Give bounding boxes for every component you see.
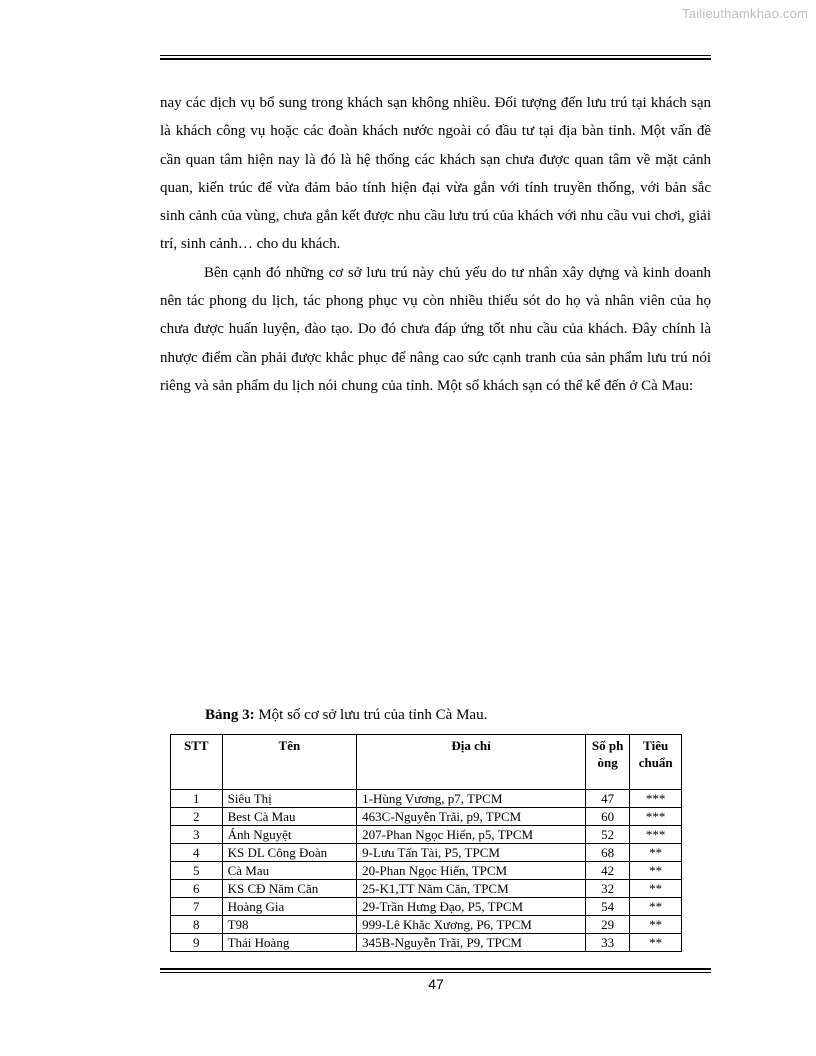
table-row <box>171 844 682 862</box>
cell-tieu-chuan: ** <box>630 844 682 862</box>
cell-ten: Siêu Thị <box>222 790 357 808</box>
cell-stt: 3 <box>171 826 223 844</box>
cell-dia-chi: 9-Lưu Tấn Tài, P5, TPCM <box>357 844 586 862</box>
body-text <box>160 89 711 400</box>
table-caption <box>205 707 487 724</box>
cell-tieu-chuan: ** <box>630 898 682 916</box>
cell-dia-chi: 1-Hùng Vương, p7, TPCM <box>357 790 586 808</box>
cell-dia-chi: 29-Trần Hưng Đạo, P5, TPCM <box>357 898 586 916</box>
cell-ten: Hoàng Gia <box>222 898 357 916</box>
header-stt: STT <box>171 735 223 790</box>
paragraph: Bên cạnh đó những cơ sở lưu trú này chủ yếu do tư nhân xây dựng và kinh doanh nên tác phong du lịch, tác phong phục vụ còn nhiều thiếu sót do họ và nhân viên của họ chưa được huấn luyện, đào tạo. Do đó chưa đáp ứng tốt nhu cầu của khách. Đây chính là nhược điểm cần phải được khắc phục để nâng cao sức cạnh tranh của sản phẩm lưu trú nói riêng và sản phẩm du lịch nói chung của tỉnh. Một số khách sạn có thể kể đến ở Cà Mau: <box>160 264 711 394</box>
cell-tieu-chuan: ** <box>630 934 682 952</box>
paragraph: nay các dịch vụ bổ sung trong khách sạn không nhiều. Đối tượng đến lưu trú tại khách sạn là khách công vụ hoặc các đoàn khách nước ngoài có đầu tư tại địa bàn tỉnh. Một vấn đề cần quan tâm hiện nay là đó là hệ thống các khách sạn chưa được quan tâm về mặt cảnh quan, kiến trúc để vừa đảm bảo tính hiện đại vừa gắn với tính truyền thống, với bản sắc sinh cảnh của vùng, chưa gắn kết được nhu cầu lưu trú của khách với nhu cầu vui chơi, giải trí, sinh cảnh… cho du khách. <box>160 95 711 253</box>
cell-tieu-chuan: *** <box>630 826 682 844</box>
header-rule <box>160 55 711 60</box>
cell-tieu-chuan: ** <box>630 916 682 934</box>
cell-ten: Best Cà Mau <box>222 808 357 826</box>
table-row <box>171 916 682 934</box>
table-body <box>171 790 682 952</box>
table-row <box>171 934 682 952</box>
cell-tieu-chuan: *** <box>630 790 682 808</box>
table-caption-label: Bảng 3: <box>205 707 255 723</box>
header-ten: Tên <box>222 735 357 790</box>
cell-stt: 2 <box>171 808 223 826</box>
cell-so-phong: 33 <box>585 934 630 952</box>
cell-ten: Thái Hoàng <box>222 934 357 952</box>
cell-dia-chi: 463C-Nguyễn Trãi, p9, TPCM <box>357 808 586 826</box>
table-row <box>171 898 682 916</box>
cell-ten: T98 <box>222 916 357 934</box>
header-so-phong: Số phòng <box>585 735 630 790</box>
cell-stt: 9 <box>171 934 223 952</box>
table-row <box>171 808 682 826</box>
cell-ten: KS DL Công Đoàn <box>222 844 357 862</box>
cell-stt: 8 <box>171 916 223 934</box>
cell-dia-chi: 345B-Nguyễn Trãi, P9, TPCM <box>357 934 586 952</box>
hotels-table <box>170 734 682 952</box>
cell-stt: 5 <box>171 862 223 880</box>
cell-so-phong: 42 <box>585 862 630 880</box>
cell-so-phong: 29 <box>585 916 630 934</box>
cell-so-phong: 47 <box>585 790 630 808</box>
cell-dia-chi: 25-K1,TT Năm Căn, TPCM <box>357 880 586 898</box>
cell-ten: KS CĐ Năm Căn <box>222 880 357 898</box>
cell-stt: 1 <box>171 790 223 808</box>
cell-so-phong: 32 <box>585 880 630 898</box>
cell-ten: Cà Mau <box>222 862 357 880</box>
page-number: 47 <box>428 976 444 992</box>
cell-tieu-chuan: ** <box>630 862 682 880</box>
table-caption-text: Một số cơ sở lưu trú của tỉnh Cà Mau. <box>254 707 488 723</box>
footer-rule <box>160 968 711 973</box>
cell-stt: 4 <box>171 844 223 862</box>
table-row <box>171 790 682 808</box>
cell-so-phong: 52 <box>585 826 630 844</box>
cell-so-phong: 68 <box>585 844 630 862</box>
cell-so-phong: 54 <box>585 898 630 916</box>
cell-dia-chi: 999-Lê Khắc Xương, P6, TPCM <box>357 916 586 934</box>
cell-so-phong: 60 <box>585 808 630 826</box>
cell-dia-chi: 20-Phan Ngọc Hiển, TPCM <box>357 862 586 880</box>
cell-tieu-chuan: *** <box>630 808 682 826</box>
table-row <box>171 826 682 844</box>
cell-stt: 7 <box>171 898 223 916</box>
watermark: Tailieuthamkhao.com <box>682 6 808 21</box>
header-tieu-chuan: Tiêu chuẩn <box>630 735 682 790</box>
cell-ten: Ánh Nguyệt <box>222 826 357 844</box>
table-row <box>171 862 682 880</box>
table-row <box>171 880 682 898</box>
table-header-row <box>171 735 682 790</box>
cell-tieu-chuan: ** <box>630 880 682 898</box>
header-dia-chi: Địa chỉ <box>357 735 586 790</box>
cell-dia-chi: 207-Phan Ngọc Hiển, p5, TPCM <box>357 826 586 844</box>
cell-stt: 6 <box>171 880 223 898</box>
